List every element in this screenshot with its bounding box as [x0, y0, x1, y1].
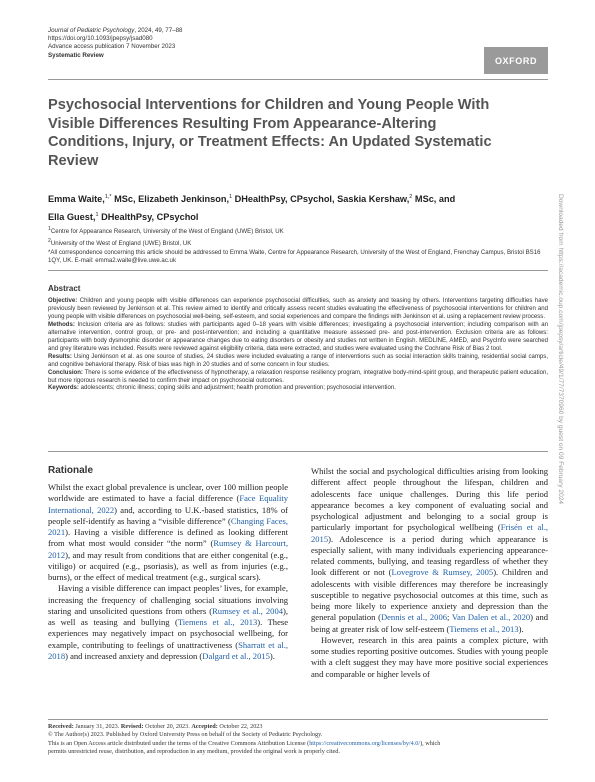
author-1[interactable]: Emma Waite,$^{1,*}$ MSc, — [48, 194, 136, 205]
citation-link[interactable]: Sharratt et al., 2018 — [48, 639, 288, 661]
abstract-conclusion: Conclusion: There is some evidence of the effectiveness of hypnotherapy, a relaxation response resiliency program, integrative body-mind-spirit group, and therapeutic patient education, but more rigorous research is needed to confirm their impact on psychosocial outcomes. — [48, 369, 548, 384]
body-column-left — [48, 482, 288, 662]
article-title: Psychosocial Interventions for Children and Young People With Visible Differences Resulting From Appearance-Altering Conditions, Injury, or Treatment Effects: An Updated Systematic Review — [48, 97, 492, 169]
citation-link[interactable]: Changing Faces, 2021 — [48, 515, 288, 537]
author-2[interactable]: Elizabeth Jenkinson,$^1$ DHealthPsy, CPsychol, — [138, 194, 335, 205]
body-column-right — [311, 466, 548, 680]
paragraph: Whilst the social and psychological difficulties arising from looking different affect people throughout the lifespan, children and adolescents face unique challenges. During this life period appearance becomes a key component of evaluating social and psychological adjustment and belonging to a social group is particularly important for psychological wellbeing (Frisén et al., 2015). Adolescence is a period during which appearance is especially salient, with many individuals experiencing appearance-related comments, bullying, and teasing regardless of whether they look different or not (Lovegrove & Rumsey, 2005). Children and adolescents with visible differences may therefore be increasingly susceptible to negative psychosocial outcomes at this time, such as being more likely to experience anxiety and depression than the general population (Dennis et al., 2006; Van Dalen et al., 2020) and being at greater risk of low self-esteem (Tiemens et al., 2013). — [311, 466, 549, 634]
abstract-heading: Abstract — [48, 284, 81, 293]
abstract-objective: Objective: Children and young people with visible differences can experience psychosocial difficulties, such as anxiety and teasing by others. Interventions targeting difficulties have previously been reviewed by Jenkinson et al. This review aimed to identify and critically assess recent studies evaluating the effectiveness of psychosocial interventions for children and young people with visible differences on psychosocial well-being, self-esteem, and social experiences and compare the findings with Jenkinson et al. using a replacement review process. — [48, 298, 548, 320]
paragraph: Having a visible difference can impact peoples’ lives, for example, increasing the frequency of challenging social situations involving staring and unsolicited questions from others (Rumsey et al., 2004), as well as teasing and bullying (Tiemens et al., 2013). These experiences may negatively impact on psychosocial wellbeing, for example, contributing to feelings of unattractiveness (Sharratt et al., 2018) and increased anxiety and depression (Dalgard et al., 2015). — [48, 583, 288, 661]
rationale-heading: Rationale — [48, 465, 94, 476]
advance-access: Advance access publication 7 November 2023 — [48, 43, 176, 51]
footer-notes — [48, 723, 558, 757]
author-4[interactable]: Ella Guest,$^1$ DHealthPsy, CPsychol — [48, 212, 199, 223]
author-list — [48, 189, 548, 225]
download-notice[interactable]: Downloaded from https://academic.oup.com/jpepsy/article/49/1/77/7370960 by guest on 09 February 2024 — [557, 194, 564, 505]
citation-link[interactable]: Rumsey et al., 2004 — [212, 605, 284, 616]
paragraph: Whilst the exact global prevalence is unclear, over 100 million people worldwide are estimated to have a facial difference (Face Equality International, 2022) and, according to U.K.-based statistics, 18% of people self-identify as having a “visible difference” (Changing Faces, 2021). Having a visible difference is defined as looking different from what most would consider “the norm” (Rumsey & Harcourt, 2012), and may result from conditions that are either congenital (e.g., vitiligo) or acquired (e.g., psoriasis), as well as from injuries (e.g., burns), or the effect of medical treatment (e.g., surgical scars). — [48, 482, 288, 582]
copyright: © The Author(s) 2023. Published by Oxford University Press on behalf of the Society of Pediatric Psychology. — [48, 731, 323, 739]
citation-link[interactable]: Van Dalen et al., 2020 — [451, 612, 531, 623]
citation-link[interactable]: Lovegrove & Rumsey, 2005 — [391, 567, 494, 578]
license-link[interactable]: https://creativecommons.org/licenses/by/4.0/ — [309, 739, 421, 747]
section-label: Systematic Review — [48, 51, 104, 59]
abstract-body — [48, 298, 548, 393]
abstract-methods: Methods: Inclusion criteria are as follows: studies with participants aged 0–18 years with visible differences; investigating a psychosocial intervention; including comparison with an alternative intervention, control group, or pre- and post-intervention; and including a quantitative measure assessed pre- and post-intervention. Exclusion criteria are as follows: participants with body dysmorphic disorder or appearance changes due to eating disorders or obesity and studies not written in English. MEDLINE, AMED, and PsycInfo were searched and grey literature was included. Results were reviewed against eligibility criteria, data were extracted, and studies were evaluated using the Cochrane Risk of Bias 2 tool. — [48, 321, 548, 352]
oxford-logo[interactable]: OXFORD — [484, 47, 548, 74]
affiliation-1: $^1$Centre for Appearance Research, University of the West of England (UWE) Bristol, UK — [48, 226, 284, 236]
abstract-results: Results: Using Jenkinson et al. as one source of studies, 24 studies were included evaluating a range of interventions such as social interaction skills training, residential social camps, and cognitive behavioral therapy. Risk of bias was high in 20 studies and of some concern in four studies. — [48, 353, 548, 368]
citation-link[interactable]: Tiemens et al., 2013 — [177, 617, 258, 627]
abstract-divider-bottom — [48, 451, 548, 452]
article-meta — [48, 27, 183, 60]
citation-link[interactable]: Dennis et al., 2006 — [380, 612, 447, 623]
citation-link[interactable]: Face Equality International, 2022 — [48, 493, 288, 515]
citation-link[interactable]: Rumsey & Harcourt, 2012 — [48, 538, 288, 560]
citation-link[interactable]: Frisén et al., 2015 — [311, 522, 548, 544]
license-text: This is an Open Access article distributed under the terms of the Creative Commons Attribution License (https://creativecommons.org/licenses/by/4.0/), which — [48, 739, 441, 747]
affiliations — [48, 225, 548, 266]
journal-name[interactable]: Journal of Pediatric Psychology — [48, 27, 135, 34]
abstract-divider-top — [48, 270, 548, 271]
affiliation-2: $^2$University of the West of England (UWE) Bristol, UK — [48, 237, 192, 247]
citation-link[interactable]: Tiemens et al., 2013 — [449, 623, 519, 634]
keywords: Keywords: adolescents; chronic illness; coping skills and adjustment; health promotion and prevention; psychosocial intervention. — [48, 385, 396, 392]
doi-link[interactable]: https://doi.org/10.1093/jpepsy/jsad080 — [48, 35, 153, 43]
footer-divider — [48, 719, 548, 720]
correspondence-note: *All correspondence concerning this article should be addressed to Emma Waite, Centre for Appearance Research, University of the West of England, Frenchay Campus, Bristol BS16 1QY, UK. E-mail: emma2.waite@live.uwe.ac.uk — [48, 248, 541, 265]
citation: , 2024, 49, 77–88 — [134, 27, 183, 34]
publication-dates: Received: January 31, 2023. Revised: October 20, 2023. Accepted: October 22, 2023 — [48, 723, 263, 730]
header-divider — [48, 79, 548, 80]
citation-link[interactable]: Dalgard et al., 2015 — [202, 650, 270, 661]
license-text-cont: permits unrestricted reuse, distribution, and reproduction in any medium, provided the original work is properly cited. — [48, 748, 340, 756]
author-3[interactable]: Saskia Kershaw,$^2$ MSc, and — [337, 194, 456, 205]
paragraph: However, research in this area paints a complex picture, with some studies reporting positive outcomes. Studies with young people with a cleft suggest they may have more positive social experiences and comparable or higher levels of — [311, 634, 548, 679]
